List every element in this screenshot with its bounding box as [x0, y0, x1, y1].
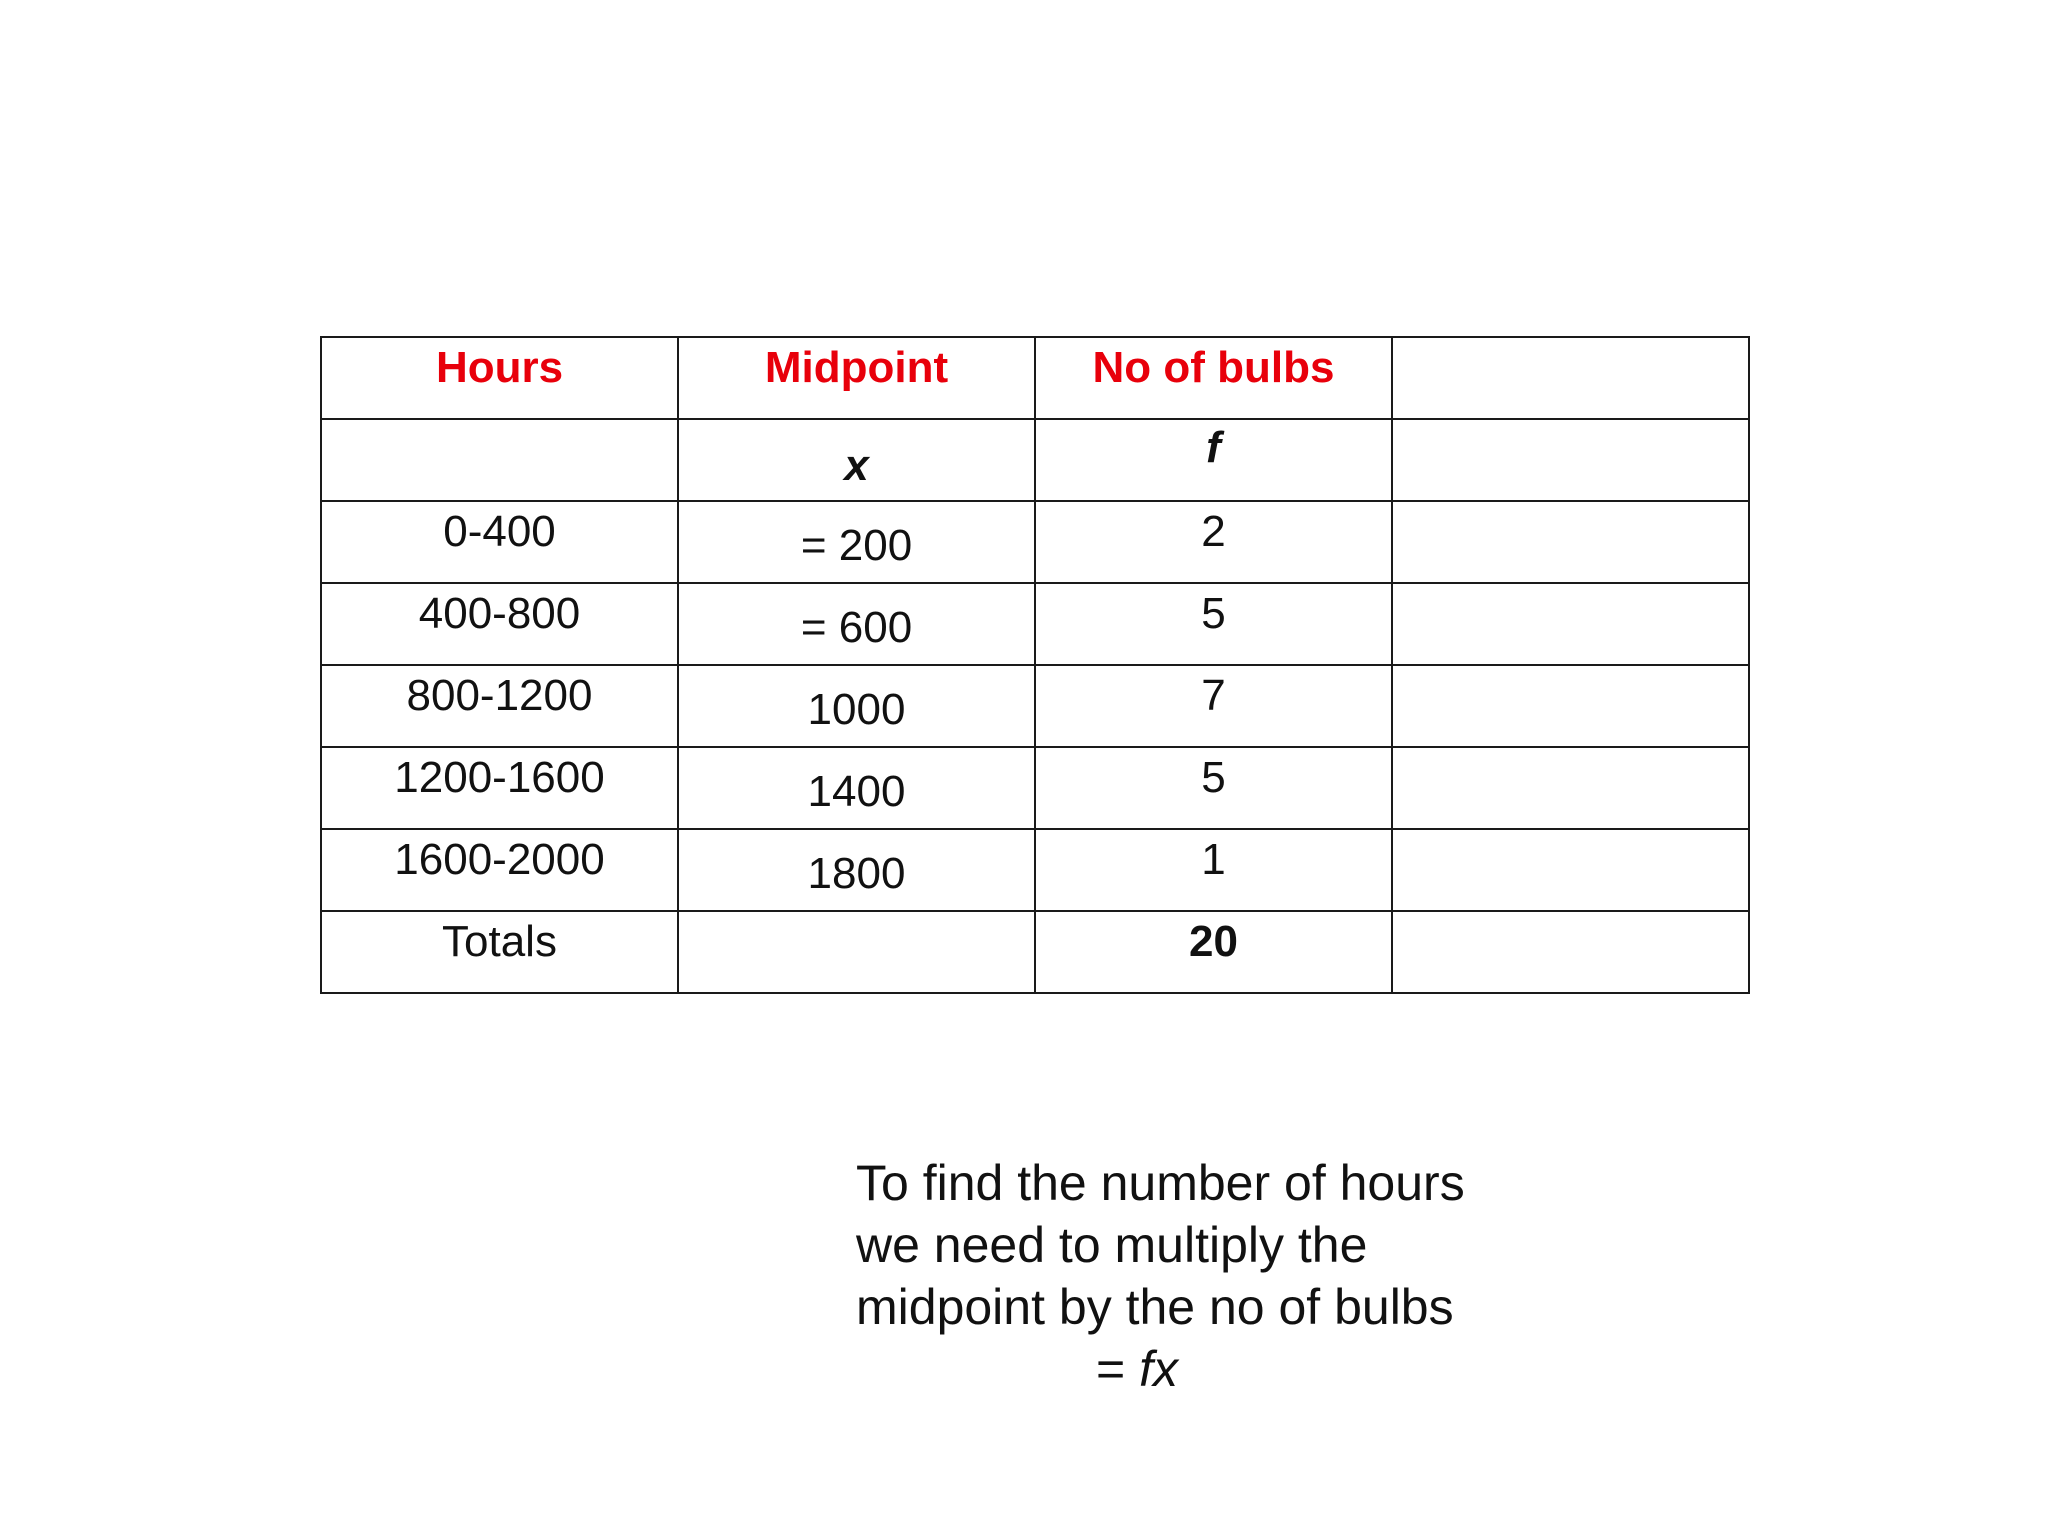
totals-label-cell	[321, 911, 678, 993]
header-cell-bulbs	[1035, 337, 1392, 419]
table-row	[321, 583, 1749, 665]
cell-midpoint	[678, 501, 1035, 583]
symbol-x: x	[844, 441, 869, 490]
hours-value: 0-400	[443, 507, 556, 556]
table-row	[321, 501, 1749, 583]
symbol-cell-hours	[321, 419, 678, 501]
totals-extra-cell	[1392, 911, 1749, 993]
frequency-table	[320, 336, 1750, 994]
bulbs-value: 5	[1201, 753, 1226, 802]
cell-midpoint	[678, 665, 1035, 747]
midpoint-value: 1800	[807, 849, 906, 898]
bulbs-value: 7	[1201, 671, 1226, 720]
hours-value: 1200-1600	[394, 753, 605, 802]
explanation-line: we need to multiply the	[856, 1217, 1368, 1273]
midpoint-value: 1400	[807, 767, 906, 816]
symbol-f: f	[1206, 423, 1221, 472]
explanation-text	[856, 1152, 1556, 1400]
formula-fx: fx	[1139, 1341, 1178, 1397]
cell-hours	[321, 665, 678, 747]
midpoint-value: = 600	[800, 603, 913, 652]
totals-midpoint-cell	[678, 911, 1035, 993]
totals-bulbs-value: 20	[1189, 917, 1238, 966]
cell-extra	[1392, 583, 1749, 665]
header-cell-extra	[1392, 337, 1749, 419]
cell-bulbs	[1035, 501, 1392, 583]
table-row	[321, 665, 1749, 747]
explanation-line: midpoint by the no of bulbs	[856, 1279, 1454, 1335]
bulbs-value: 2	[1201, 507, 1226, 556]
totals-bulbs-cell	[1035, 911, 1392, 993]
header-midpoint: Midpoint	[764, 343, 949, 392]
cell-hours	[321, 747, 678, 829]
header-cell-hours	[321, 337, 678, 419]
cell-extra	[1392, 829, 1749, 911]
header-hours: Hours	[435, 343, 564, 392]
table-row	[321, 829, 1749, 911]
table-row	[321, 747, 1749, 829]
table-symbol-row	[321, 419, 1749, 501]
midpoint-value: = 200	[800, 521, 913, 570]
midpoint-value: 1000	[807, 685, 906, 734]
formula-equals: =	[1096, 1341, 1140, 1397]
cell-bulbs	[1035, 829, 1392, 911]
formula	[856, 1338, 1556, 1400]
cell-extra	[1392, 747, 1749, 829]
header-no-of-bulbs: No of bulbs	[1092, 343, 1335, 392]
totals-label: Totals	[442, 917, 557, 966]
explanation-line: To find the number of hours	[856, 1155, 1465, 1211]
symbol-cell-midpoint	[678, 419, 1035, 501]
table-header-row	[321, 337, 1749, 419]
symbol-cell-bulbs	[1035, 419, 1392, 501]
cell-extra	[1392, 665, 1749, 747]
hours-value: 400-800	[418, 589, 581, 638]
table-totals-row	[321, 911, 1749, 993]
cell-hours	[321, 501, 678, 583]
cell-bulbs	[1035, 583, 1392, 665]
cell-midpoint	[678, 829, 1035, 911]
cell-bulbs	[1035, 747, 1392, 829]
cell-midpoint	[678, 747, 1035, 829]
cell-midpoint	[678, 583, 1035, 665]
hours-value: 1600-2000	[394, 835, 605, 884]
header-cell-midpoint	[678, 337, 1035, 419]
bulbs-value: 1	[1201, 835, 1226, 884]
cell-extra	[1392, 501, 1749, 583]
cell-hours	[321, 583, 678, 665]
hours-value: 800-1200	[406, 671, 593, 720]
symbol-cell-extra	[1392, 419, 1749, 501]
bulbs-value: 5	[1201, 589, 1226, 638]
cell-hours	[321, 829, 678, 911]
cell-bulbs	[1035, 665, 1392, 747]
